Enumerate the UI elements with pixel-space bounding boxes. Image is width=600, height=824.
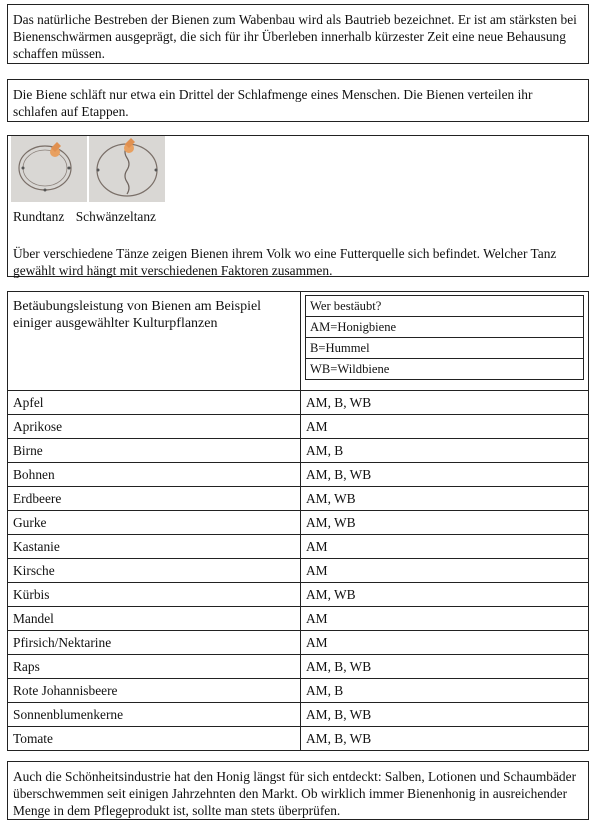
cosmetics-text: Auch die Schönheitsindustrie hat den Honig längst für sich entdeckt: Salben, Lotionen und Schaumbäder überschwemmen seit einigen Jahrzehnten den Markt. Ob wirklich immer Bienenhonig in ausreichender Menge in dem Pflegeprodukt ist, sollte man stets überprüfen. bbox=[13, 769, 577, 818]
plant-name: Kürbis bbox=[8, 583, 301, 607]
table-row bbox=[8, 463, 589, 487]
table-row bbox=[8, 655, 589, 679]
pollinators: AM bbox=[301, 559, 589, 583]
dance-text: Über verschiedene Tänze zeigen Bienen ihrem Volk wo eine Futterquelle sich befindet. Welcher Tanz gewählt wird hängt mit verschiedenen Faktoren zusammen. bbox=[13, 246, 557, 278]
pollinators: AM, WB bbox=[301, 487, 589, 511]
plant-name: Raps bbox=[8, 655, 301, 679]
plant-name: Aprikose bbox=[8, 415, 301, 439]
round-dance-caption: Rundtanz bbox=[13, 209, 65, 224]
pollinators: AM, B bbox=[301, 679, 589, 703]
plant-name: Apfel bbox=[8, 391, 301, 415]
legend-item: AM=Honigbiene bbox=[306, 317, 584, 338]
table-title: Betäubungsleistung von Bienen am Beispiel einiger ausgewählter Kulturpflanzen bbox=[8, 292, 301, 391]
waggle-dance-caption: Schwänzeltanz bbox=[75, 209, 156, 224]
pollinators: AM, WB bbox=[301, 583, 589, 607]
pollination-table bbox=[7, 291, 589, 751]
table-row bbox=[8, 415, 589, 439]
round-dance-image bbox=[11, 136, 87, 202]
dance-box bbox=[7, 135, 589, 277]
pollinators: AM bbox=[301, 535, 589, 559]
intro-text: Das natürliche Bestreben der Bienen zum Wabenbau wird als Bautrieb bezeichnet. Er ist am stärksten bei Bienenschwärmen ausgeprägt, die sich für ihr Überleben innerhalb kürzester Zeit eine neue Behausung schaffen müssen. bbox=[13, 12, 577, 61]
table-row bbox=[8, 559, 589, 583]
sleep-text: Die Biene schläft nur etwa ein Drittel der Schlafmenge eines Menschen. Die Bienen verteilen ihr schlafen auf Etappen. bbox=[13, 87, 533, 119]
pollinators: AM, B, WB bbox=[301, 391, 589, 415]
pollinators: AM bbox=[301, 607, 589, 631]
table-row bbox=[8, 535, 589, 559]
pollinators: AM bbox=[301, 631, 589, 655]
legend-item: WB=Wildbiene bbox=[306, 359, 584, 380]
plant-name: Kirsche bbox=[8, 559, 301, 583]
pollinators: AM, B, WB bbox=[301, 655, 589, 679]
pollinators: AM bbox=[301, 415, 589, 439]
dance-captions bbox=[13, 209, 164, 225]
table-row bbox=[8, 487, 589, 511]
table-row bbox=[8, 679, 589, 703]
pollinators: AM, B bbox=[301, 439, 589, 463]
plant-name: Sonnenblumenkerne bbox=[8, 703, 301, 727]
plant-name: Birne bbox=[8, 439, 301, 463]
pollinators: AM, B, WB bbox=[301, 727, 589, 751]
table-row bbox=[8, 607, 589, 631]
plant-name: Erdbeere bbox=[8, 487, 301, 511]
table-row bbox=[8, 391, 589, 415]
pollinators: AM, B, WB bbox=[301, 703, 589, 727]
table-row bbox=[8, 631, 589, 655]
table-row bbox=[8, 511, 589, 535]
pollinators: AM, B, WB bbox=[301, 463, 589, 487]
plant-name: Kastanie bbox=[8, 535, 301, 559]
intro-box bbox=[7, 4, 589, 64]
waggle-dance-image bbox=[89, 136, 165, 202]
sleep-box bbox=[7, 79, 589, 122]
legend-cell bbox=[301, 292, 589, 391]
table-row bbox=[8, 703, 589, 727]
pollinators: AM, WB bbox=[301, 511, 589, 535]
plant-name: Gurke bbox=[8, 511, 301, 535]
plant-name: Bohnen bbox=[8, 463, 301, 487]
legend-item: Wer bestäubt? bbox=[306, 296, 584, 317]
plant-name: Rote Johannisbeere bbox=[8, 679, 301, 703]
dance-images bbox=[11, 136, 165, 202]
plant-name: Mandel bbox=[8, 607, 301, 631]
legend-item: B=Hummel bbox=[306, 338, 584, 359]
table-row bbox=[8, 439, 589, 463]
plant-name: Pfirsich/Nektarine bbox=[8, 631, 301, 655]
table-header-row bbox=[8, 292, 589, 391]
table-row bbox=[8, 727, 589, 751]
plant-name: Tomate bbox=[8, 727, 301, 751]
table-row bbox=[8, 583, 589, 607]
cosmetics-box bbox=[7, 761, 589, 820]
legend-table bbox=[305, 295, 584, 380]
